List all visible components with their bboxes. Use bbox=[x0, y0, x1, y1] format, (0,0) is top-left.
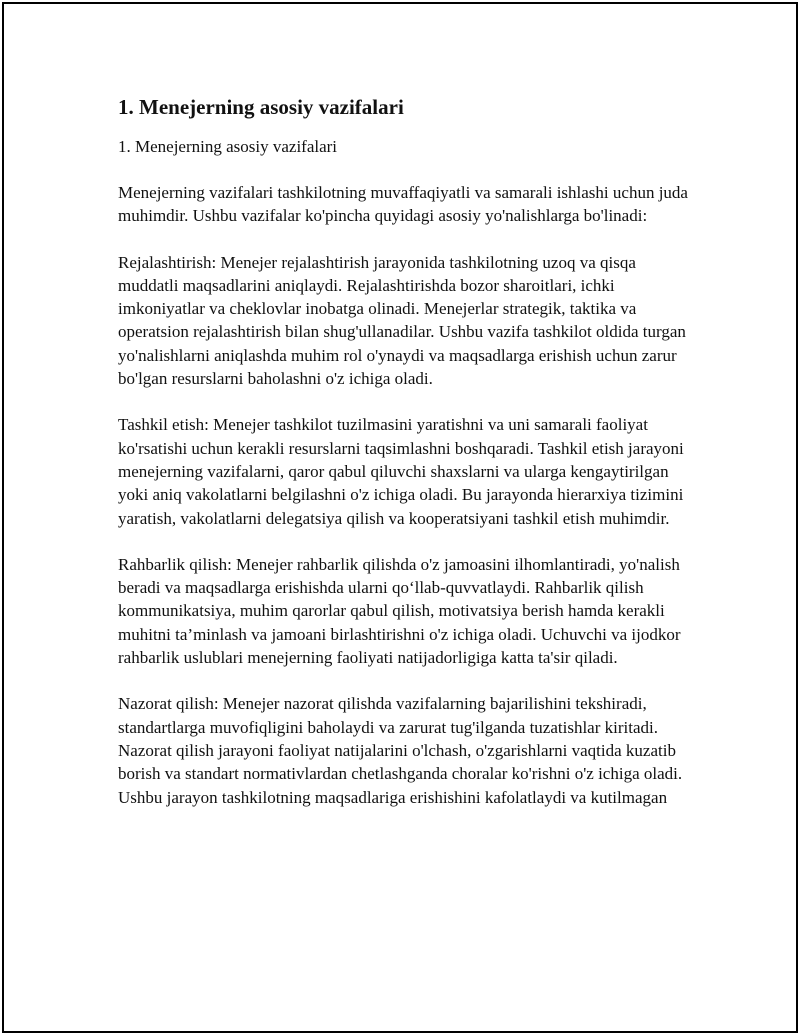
document-body bbox=[118, 92, 688, 809]
document-title: 1. Menejerning asosiy vazifalari bbox=[118, 95, 404, 119]
paragraph-planning: Rejalashtirish: Menejer rejalashtirish jarayonida tashkilotning uzoq va qisqa muddatli maqsadlarini aniqlaydi. Rejalashtirishda bozor sharoitlari, ichki imkoniyatlar va cheklovlar inobatga olinadi. Menejerlar strategik, taktika va operatsion rejalashtirish bilan shug'ullanadilar. Ushbu vazifa tashkilot oldida turgan yo'nalishlarni aniqlashda muhim rol o'ynaydi va maqsadlarga erishish uchun zarur bo'lgan resurslarni baholashni o'z ichiga oladi. bbox=[118, 252, 686, 389]
paragraph-controlling: Nazorat qilish: Menejer nazorat qilishda vazifalarning bajarilishini tekshiradi, standartlarga muvofiqligini baholaydi va zarurat tug'ilganda tuzatishlar kiritadi. Nazorat qilish jarayoni faoliyat natijalarini o'lchash, o'zgarishlarni vaqtida kuzatib borish va standart normativlardan chetlashganda choralar ko'rishni o'z ichiga oladi. Ushbu jarayon tashkilotning maqsadlariga erishishini kafolatlaydi va kutilmagan bbox=[118, 694, 683, 807]
paragraph-intro: Menejerning vazifalari tashkilotning muvaffaqiyatli va samarali ishlashi uchun juda muhimdir. Ushbu vazifalar ko'pincha quyidagi asosiy yo'nalishlarga bo'linadi: bbox=[118, 183, 688, 226]
section-heading: 1. Menejerning asosiy vazifalari bbox=[118, 137, 338, 156]
paragraph-leading: Rahbarlik qilish: Menejer rahbarlik qilishda o'z jamoasini ilhomlantiradi, yo'nalish beradi va maqsadlarga erishishda ularni qo‘llab-quvvatlaydi. Rahbarlik qilish kommunikatsiya, muhim qarorlar qabul qilish, motivatsiya berish hamda kerakli muhitni ta’minlash va jamoani birlashtirishni o'z ichiga oladi. Uchuvchi va ijodkor rahbarlik uslublari menejerning faoliyati natijadorligiga katta ta'sir qiladi. bbox=[118, 554, 681, 668]
paragraph-organizing: Tashkil etish: Menejer tashkilot tuzilmasini yaratishni va uni samarali faoliyat ko'rsatishi uchun kerakli resurslarni taqsimlashni boshqaradi. Tashkil etish jarayoni menejerning vazifalarni, qaror qabul qiluvchi shaxslarni va ularga kengaytirilgan yoki aniq vakolatlarni belgilashni o'z ichiga oladi. Bu jarayonda hierarxiya tizimini yaratish, vakolatlarni delegatsiya qilish va kooperatsiyani tashkil etish muhimdir. bbox=[118, 415, 684, 528]
